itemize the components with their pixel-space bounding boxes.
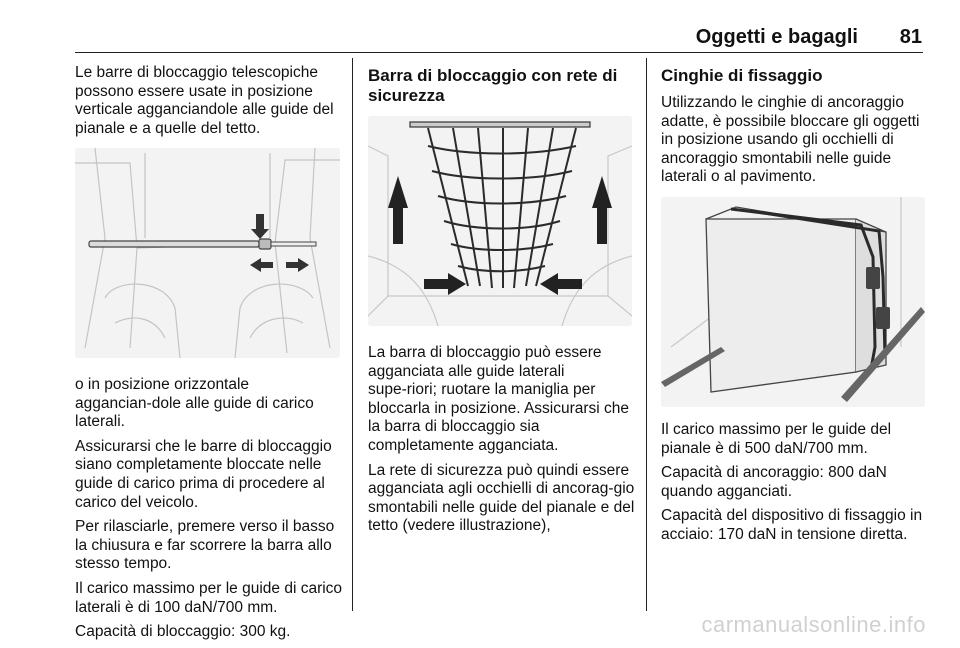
paragraph: La barra di bloccaggio può essere agganciata alle guide laterali supe‑riori; ruotare la maniglia per bloccarla in posizione. Assicurarsi che la barra di bloccaggio sia completamente agganciata. — [368, 344, 630, 454]
page-header-title: Oggetti e bagagli — [695, 26, 858, 48]
paragraph: La rete di sicurezza può quindi essere agganciata agli occhielli di ancorag‑gio smontabili nelle guide del pianale e del tetto (vedere illustrazione), — [368, 461, 635, 535]
paragraph: Il carico massimo per le guide del pianale è di 500 daN/700 mm. — [661, 421, 892, 457]
figure-lashing-straps — [661, 197, 925, 407]
column-divider — [646, 58, 647, 611]
section-heading: Barra di bloccaggio con rete di sicurezza — [368, 66, 618, 105]
paragraph: Assicurarsi che le barre di bloccaggio siano completamente bloccate nelle guide di carico prima di procedere al carico del veicolo. — [75, 437, 332, 511]
paragraph: Capacità del dispositivo di fissaggio in acciaio: 170 daN in tensione diretta. — [661, 507, 923, 543]
header-rule — [75, 52, 923, 53]
column-divider — [352, 58, 353, 611]
figure-horizontal-bar — [75, 148, 340, 358]
paragraph: Per rilasciarle, premere verso il basso la chiusura e far scorrere la barra allo stesso tempo. — [75, 518, 335, 573]
column-1 — [75, 64, 343, 144]
paragraph: Capacità di ancoraggio: 800 daN quando agganciati. — [661, 464, 887, 500]
column-3-continued — [661, 421, 927, 551]
page-number: 81 — [899, 26, 922, 48]
paragraph: o in posizione orizzontale aggancian‑dole alle guide di carico laterali. — [75, 376, 314, 431]
paragraph: Il carico massimo per le guide di carico laterali è di 100 daN/700 mm. — [75, 579, 343, 616]
paragraph: Le barre di bloccaggio telescopiche possono essere usate in posizione verticale agganciandole alle guide del pianale e a quelle del tetto. — [75, 64, 334, 137]
section-heading: Cinghie di fissaggio — [661, 66, 823, 85]
column-1-continued — [75, 376, 343, 648]
column-2 — [368, 66, 636, 114]
column-2-continued — [368, 344, 636, 542]
column-3 — [661, 66, 927, 193]
figure-safety-net — [368, 116, 632, 326]
watermark: carmanualsonline.info — [701, 612, 926, 637]
paragraph: Capacità di bloccaggio: 300 kg. — [75, 623, 291, 641]
paragraph: Utilizzando le cinghie di ancoraggio adatte, è possibile bloccare gli oggetti in posizione usando gli occhielli di ancoraggio smontabili nelle guide laterali o al pavimento. — [661, 94, 920, 186]
